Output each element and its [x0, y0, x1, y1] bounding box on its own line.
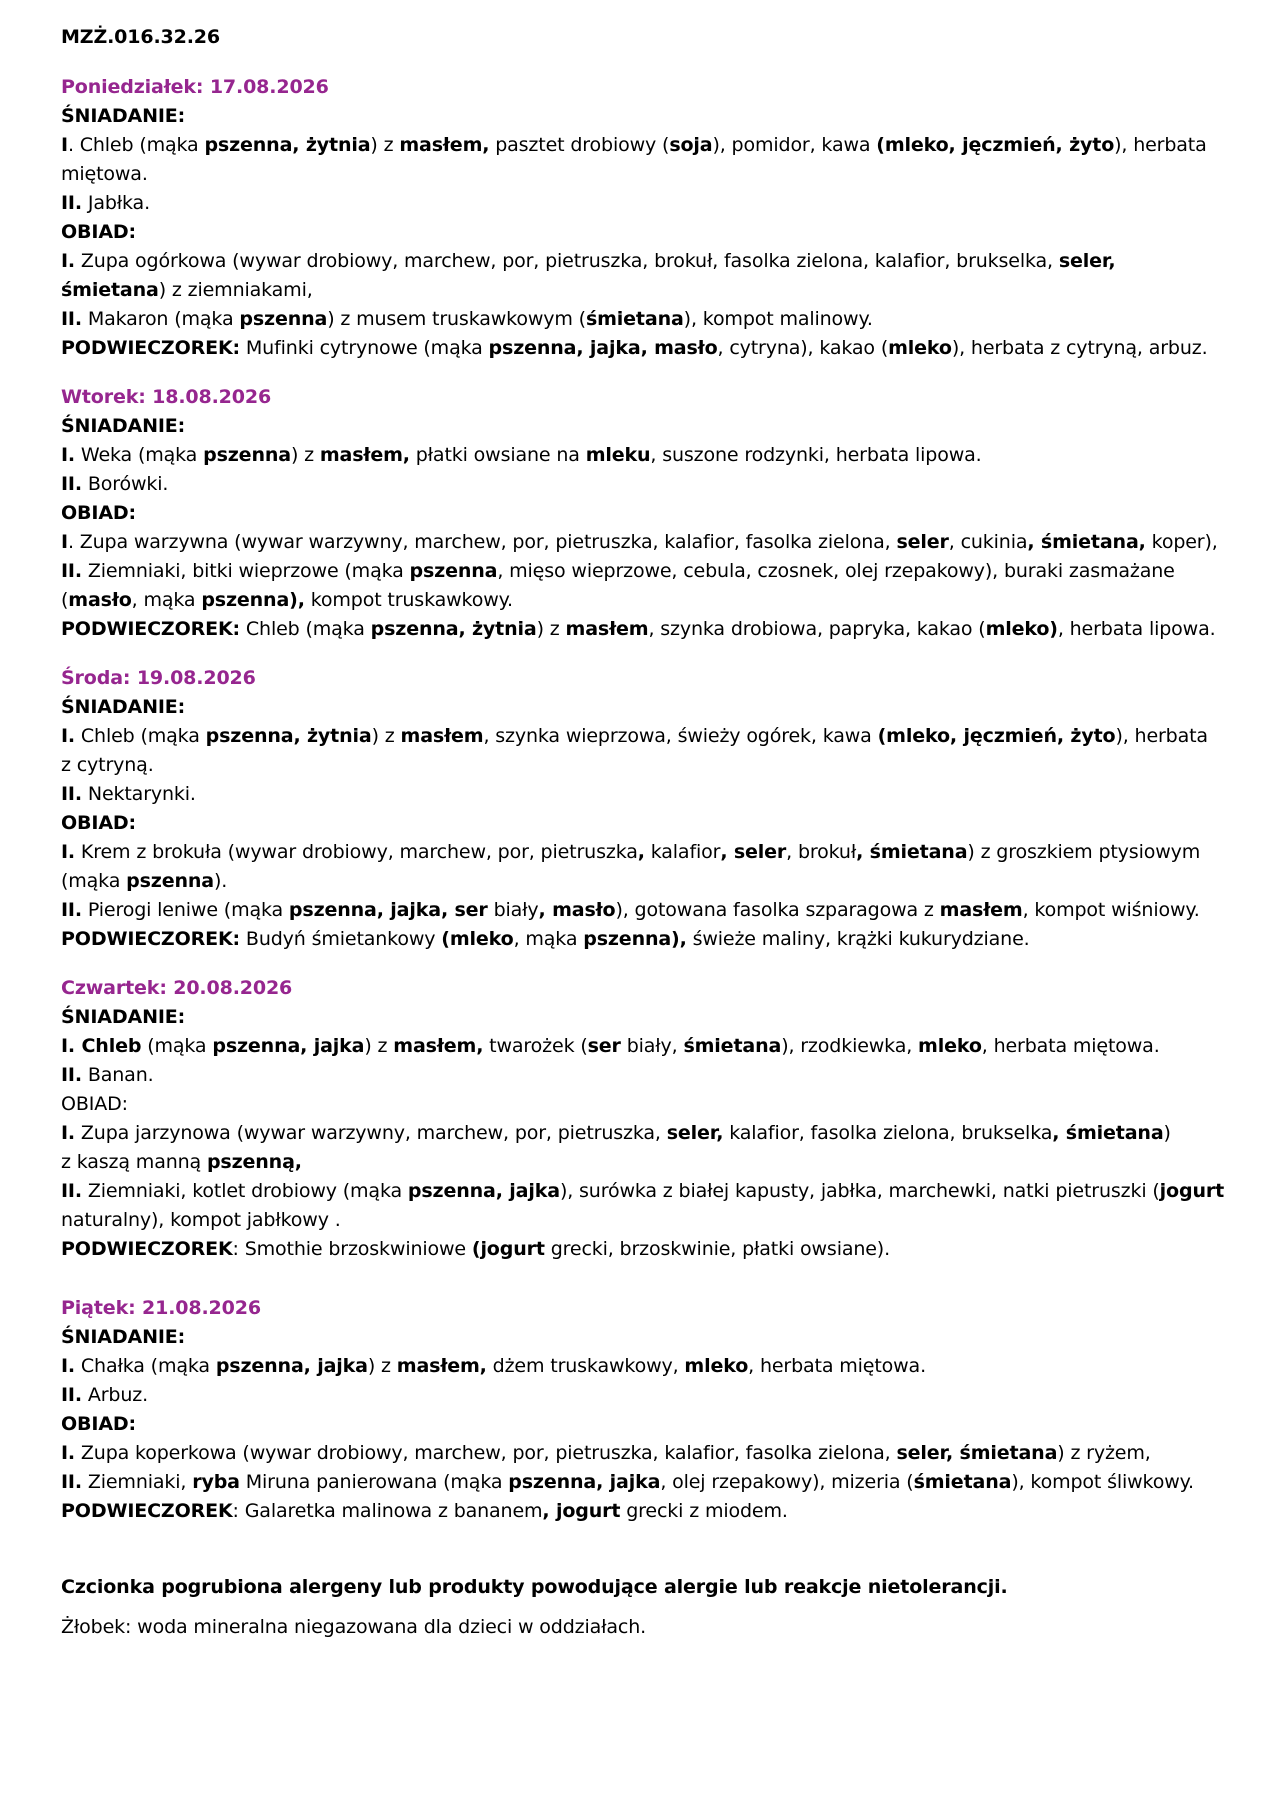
bold-text: śmietana — [683, 1035, 782, 1057]
bold-text: ), — [289, 589, 305, 611]
text: , herbata miętowa. — [981, 1035, 1160, 1057]
menu-line — [61, 693, 1231, 722]
bold-text: , jogurt — [542, 1500, 621, 1522]
text: płatki owsiane na — [409, 444, 586, 466]
text: Budyń śmietankowy — [240, 928, 442, 950]
text: ), herbata — [1115, 725, 1208, 747]
menu-line — [61, 1497, 1231, 1526]
text: dżem truskawkowy, — [486, 1355, 685, 1377]
menu-line — [61, 334, 1231, 363]
bold-text: masłem — [565, 618, 649, 640]
text: , cytryna), kakao ( — [717, 337, 889, 359]
menu-line — [61, 809, 1231, 838]
bold-text: masłem — [939, 899, 1023, 921]
text: ), rzodkiewka, — [781, 1035, 919, 1057]
day-heading: Poniedziałek: 17.08.2026 — [61, 76, 329, 98]
day-section — [61, 974, 1231, 1264]
bold-text: masło — [68, 589, 132, 611]
text: Chleb (mąka — [240, 618, 371, 640]
text: ) z — [367, 1355, 397, 1377]
menu-line — [61, 218, 1231, 247]
text: Pierogi leniwe (mąka — [81, 899, 289, 921]
bold-text: pszenna, żytnia — [204, 134, 371, 156]
bold-text: II. — [61, 560, 82, 582]
text: Arbuz. — [81, 1384, 148, 1406]
text: , mąka — [513, 928, 584, 950]
day-heading: Wtorek: 18.08.2026 — [61, 386, 272, 408]
text: Ziemniaki, — [81, 1471, 193, 1493]
bold-text: pszenna — [201, 589, 290, 611]
text: Nektarynki. — [81, 783, 196, 805]
bold-text: seler, — [1058, 250, 1116, 272]
text: twarożek ( — [483, 1035, 588, 1057]
bold-text: seler, śmietana — [896, 1442, 1058, 1464]
menu-line — [61, 557, 1231, 586]
bold-text: ryba — [192, 1471, 240, 1493]
bold-text: PODWIECZOREK — [61, 1238, 233, 1260]
text: z kaszą manną — [61, 1151, 207, 1173]
text: biały, — [620, 1035, 684, 1057]
bold-text: PODWIECZOREK: — [61, 337, 241, 359]
text: ) z — [370, 134, 400, 156]
text: z cytryną. — [61, 754, 154, 776]
bold-text: seler — [896, 531, 949, 553]
text: ) — [1163, 1122, 1171, 1144]
bold-text: pszenna — [126, 870, 214, 892]
text: , herbata miętowa. — [748, 1355, 926, 1377]
bold-text: mleko — [684, 1355, 749, 1377]
bold-text: pszenna, jajka, ser — [288, 899, 488, 921]
day-heading: Środa: 19.08.2026 — [61, 667, 256, 689]
text: ), kompot malinowy. — [683, 308, 873, 330]
text: , cukinia — [948, 531, 1028, 553]
bold-text: II. — [61, 1384, 82, 1406]
menu-line — [61, 1148, 1231, 1177]
bold-text: , masło — [538, 899, 616, 921]
menu-line — [61, 1032, 1231, 1061]
menu-line — [61, 1003, 1231, 1032]
menu-line — [61, 1439, 1231, 1468]
text: , mięso wieprzowe, cebula, czosnek, olej rzepakowy), buraki zasmażane — [497, 560, 1175, 582]
text: ), herbata — [1114, 134, 1207, 156]
text: , mąka — [131, 589, 202, 611]
menu-line — [61, 1468, 1231, 1497]
bold-text: I — [61, 134, 68, 156]
bold-text: II. — [61, 783, 82, 805]
menu-line — [61, 1352, 1231, 1381]
bold-text: ŚNIADANIE: — [61, 1326, 186, 1348]
menu-line — [61, 867, 1231, 896]
bold-text: I. — [61, 1355, 76, 1377]
text: , suszone rodzynki, herbata lipowa. — [650, 444, 982, 466]
nursery-note: Żłobek: woda mineralna niegazowana dla dzieci w oddziałach. — [61, 1616, 647, 1638]
text: ) z — [364, 1035, 394, 1057]
text: . Chleb (mąka — [67, 134, 205, 156]
day-section — [61, 664, 1231, 954]
bold-text: I. — [61, 841, 76, 863]
menu-content — [61, 23, 1231, 1642]
bold-text: II. — [61, 1471, 82, 1493]
text: OBIAD: — [61, 1093, 128, 1115]
bold-text: pszenna, jajka, masło — [488, 337, 718, 359]
bold-text: II. — [61, 899, 82, 921]
menu-line — [61, 160, 1231, 189]
bold-text: II. — [61, 192, 82, 214]
text: ) z ryżem, — [1057, 1442, 1151, 1464]
bold-text: pszenna, jajka — [215, 1355, 368, 1377]
bold-text: soja — [669, 134, 713, 156]
bold-text: (mleko — [441, 928, 514, 950]
bold-text: seler, — [666, 1122, 724, 1144]
menu-line — [61, 722, 1231, 751]
bold-text: pszenna — [203, 444, 291, 466]
bold-text: pszenna — [239, 308, 328, 330]
bold-text: , śmietana — [856, 841, 968, 863]
bold-text: (jogurt — [471, 1238, 545, 1260]
bold-text: mleko) — [985, 618, 1058, 640]
text: Makaron (mąka — [81, 308, 240, 330]
text: ) z — [290, 444, 320, 466]
bold-text: pszenną, — [206, 1151, 302, 1173]
text: , szynka wieprzowa, świeży ogórek, kawa — [483, 725, 878, 747]
bold-text: mleko — [888, 337, 952, 359]
text: Weka (mąka — [75, 444, 204, 466]
bold-text: masłem — [400, 725, 484, 747]
bold-text: , śmietana — [1052, 1122, 1164, 1144]
bold-text: pszenna — [409, 560, 498, 582]
text: (mąka — [141, 1035, 213, 1057]
text: Banan. — [81, 1064, 154, 1086]
text: koper), — [1145, 531, 1218, 553]
menu-line — [61, 615, 1231, 644]
bold-text: ŚNIADANIE: — [61, 415, 186, 437]
menu-line — [61, 1381, 1231, 1410]
menu-line — [61, 1235, 1231, 1264]
text: pasztet drobiowy ( — [489, 134, 670, 156]
text: kalafior, fasolka zielona, brukselka — [723, 1122, 1053, 1144]
menu-line — [61, 838, 1231, 867]
text: Krem z brokuła (wywar drobiowy, marchew, por, pietruszka — [75, 841, 638, 863]
bold-text: II. — [61, 473, 82, 495]
bold-text: II. — [61, 1180, 82, 1202]
text: , szynka drobiowa, papryka, kakao ( — [648, 618, 986, 640]
bold-text: śmietana — [585, 308, 684, 330]
text: ), herbata z cytryną, arbuz. — [951, 337, 1208, 359]
bold-text: I. — [61, 1442, 76, 1464]
text: Miruna panierowana (mąka — [239, 1471, 509, 1493]
bold-text: (mleko, jęczmień, żyto — [876, 134, 1115, 156]
menu-line — [61, 276, 1231, 305]
day-heading: Czwartek: 20.08.2026 — [61, 977, 293, 999]
text: ), kompot śliwkowy. — [1011, 1471, 1194, 1493]
menu-line — [61, 499, 1231, 528]
bold-text: OBIAD: — [61, 1413, 137, 1435]
text: ) z musem truskawkowym ( — [327, 308, 586, 330]
bold-text: ser — [587, 1035, 621, 1057]
menu-line — [61, 896, 1231, 925]
menu-line — [61, 1206, 1231, 1235]
menu-line — [61, 412, 1231, 441]
text: ), surówka z białej kapusty, jabłka, marchewki, natki pietruszki ( — [559, 1180, 1160, 1202]
menu-line — [61, 189, 1231, 218]
bold-text: pszenna, jajka — [407, 1180, 560, 1202]
bold-text: mleku — [585, 444, 651, 466]
bold-text: I. — [61, 725, 76, 747]
document-id: MZŻ.016.32.26 — [61, 26, 220, 48]
menu-line — [61, 441, 1231, 470]
text: kalafior — [644, 841, 721, 863]
text: miętowa. — [61, 163, 148, 185]
bold-text: , śmietana, — [1027, 531, 1146, 553]
menu-line — [61, 1119, 1231, 1148]
text: Chałka (mąka — [75, 1355, 216, 1377]
bold-text: masłem, — [319, 444, 410, 466]
text: ) z groszkiem ptysiowym — [967, 841, 1201, 863]
bold-text: pszenna, żytnia — [205, 725, 372, 747]
menu-line — [61, 780, 1231, 809]
menu-line — [61, 131, 1231, 160]
menu-line — [61, 470, 1231, 499]
bold-text: ŚNIADANIE: — [61, 105, 186, 127]
bold-text: ŚNIADANIE: — [61, 696, 186, 718]
menu-line — [61, 751, 1231, 780]
bold-text: I. Chleb — [61, 1035, 142, 1057]
text: , herbata lipowa. — [1057, 618, 1216, 640]
menu-line — [61, 1090, 1231, 1119]
bold-text: mleko — [918, 1035, 982, 1057]
text: , brokuł — [786, 841, 857, 863]
day-section — [61, 73, 1231, 363]
text: grecki, brzoskwinie, płatki owsiane). — [544, 1238, 890, 1260]
day-section — [61, 1294, 1231, 1526]
day-heading: Piątek: 21.08.2026 — [61, 1297, 261, 1319]
bold-text: PODWIECZOREK — [61, 1500, 233, 1522]
menu-line — [61, 528, 1231, 557]
bold-text: jogurt — [1159, 1180, 1225, 1202]
menu-line — [61, 1061, 1231, 1090]
bold-text: ŚNIADANIE: — [61, 1006, 186, 1028]
day-section — [61, 383, 1231, 644]
menu-line — [61, 305, 1231, 334]
bold-text: pszenna, żytnia — [370, 618, 537, 640]
text: Zupa ogórkowa (wywar drobiowy, marchew, por, pietruszka, brokuł, fasolka zielona, kalafior, brukselka, — [75, 250, 1059, 272]
bold-text: I — [61, 531, 68, 553]
text: Zupa jarzynowa (wywar warzywny, marchew, por, pietruszka, — [75, 1122, 667, 1144]
menu-line — [61, 925, 1231, 954]
text: Mufinki cytrynowe (mąka — [240, 337, 489, 359]
menu-line — [61, 247, 1231, 276]
text: ) z ziemniakami, — [158, 279, 313, 301]
text: Ziemniaki, bitki wieprzowe (mąka — [81, 560, 410, 582]
bold-text: II. — [61, 308, 82, 330]
menu-line — [61, 1410, 1231, 1439]
allergen-legend: Czcionka pogrubiona alergeny lub produkty powodujące alergie lub reakcje nietolerancji. — [61, 1576, 1008, 1598]
bold-text: pszenna), — [583, 928, 687, 950]
text: kompot truskawkowy. — [304, 589, 513, 611]
text: Jabłka. — [81, 192, 150, 214]
text: , kompot wiśniowy. — [1022, 899, 1200, 921]
bold-text: , seler — [720, 841, 787, 863]
bold-text: pszenna, jajka — [508, 1471, 661, 1493]
bold-text: PODWIECZOREK: — [61, 618, 241, 640]
bold-text: PODWIECZOREK: — [61, 928, 241, 950]
bold-text: pszenna, jajka — [212, 1035, 365, 1057]
bold-text: (mleko, jęczmień, żyto — [877, 725, 1116, 747]
text: ), gotowana fasolka szparagowa z — [615, 899, 940, 921]
text: ), pomidor, kawa — [712, 134, 877, 156]
bold-text: śmietana — [61, 279, 159, 301]
text: grecki z miodem. — [620, 1500, 788, 1522]
menu-line — [61, 1177, 1231, 1206]
text: : Galaretka malinowa z bananem — [232, 1500, 543, 1522]
bold-text: OBIAD: — [61, 812, 137, 834]
text: biały — [487, 899, 539, 921]
bold-text: , — [637, 841, 645, 863]
text: naturalny), kompot jabłkowy . — [61, 1209, 341, 1231]
bold-text: I. — [61, 444, 76, 466]
text: Borówki. — [81, 473, 169, 495]
text: świeże maliny, krążki kukurydziane. — [686, 928, 1030, 950]
menu-line — [61, 1323, 1231, 1352]
text: Ziemniaki, kotlet drobiowy (mąka — [81, 1180, 408, 1202]
bold-text: masłem, — [396, 1355, 487, 1377]
days-list — [61, 73, 1231, 1526]
text: ( — [61, 589, 69, 611]
bold-text: II. — [61, 1064, 82, 1086]
text: Zupa koperkowa (wywar drobiowy, marchew, por, pietruszka, kalafior, fasolka zielona, — [75, 1442, 897, 1464]
bold-text: OBIAD: — [61, 502, 137, 524]
bold-text: OBIAD: — [61, 221, 137, 243]
bold-text: I. — [61, 250, 76, 272]
text: (mąka — [61, 870, 127, 892]
bold-text: I. — [61, 1122, 76, 1144]
bold-text: śmietana — [913, 1471, 1012, 1493]
text: . Zupa warzywna (wywar warzywny, marchew, por, pietruszka, kalafior, fasolka zielona, — [67, 531, 897, 553]
text: ) z — [371, 725, 401, 747]
bold-text: masłem, — [393, 1035, 484, 1057]
menu-line — [61, 102, 1231, 131]
text: : Smothie brzoskwiniowe — [232, 1238, 472, 1260]
text: Chleb (mąka — [75, 725, 206, 747]
text: , olej rzepakowy), mizeria ( — [660, 1471, 914, 1493]
bold-text: masłem, — [399, 134, 490, 156]
text: ) z — [536, 618, 566, 640]
menu-line — [61, 586, 1231, 615]
text: ). — [213, 870, 228, 892]
